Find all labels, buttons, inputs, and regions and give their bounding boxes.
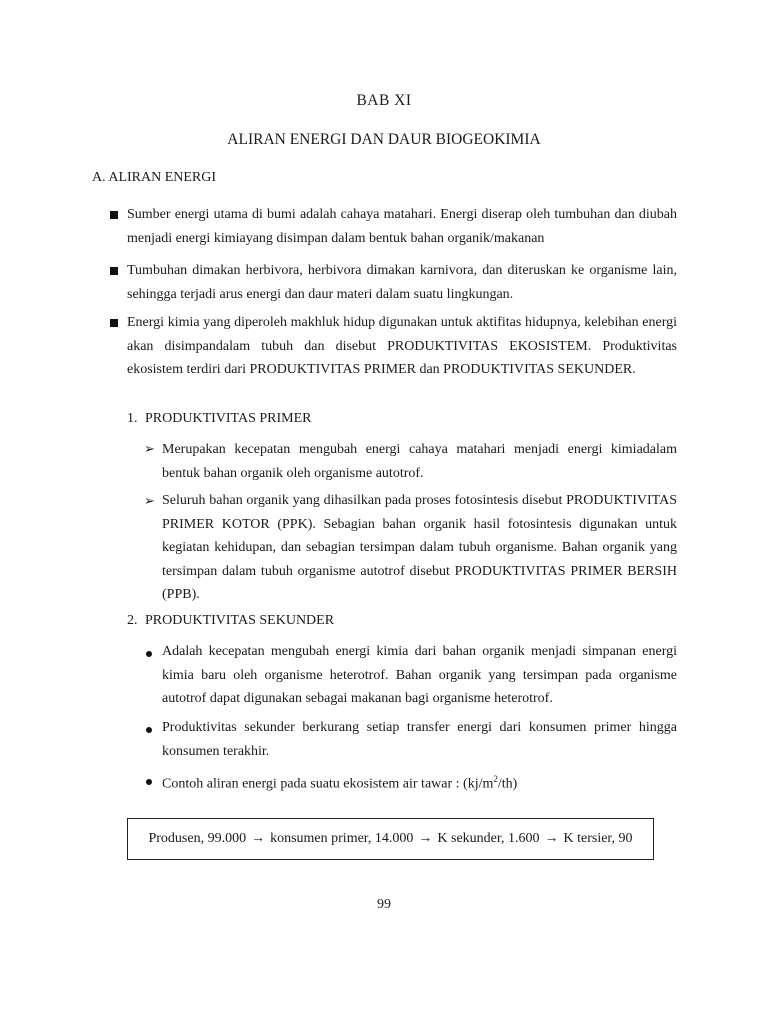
dot-item-example: Contoh aliran energi pada suatu ekosistem air tawar : $(kj/m^2/th)$ <box>162 774 518 792</box>
arrow-item: Seluruh bahan organik yang dihasilkan pada proses fotosintesis disebut PRODUKTIVITAS PRIMER KOTOR (PPK). Sebagian bahan organik hasil fotosintesis digunakan untuk kegiatan kehidupan, dan sebagian tersimpan dalam tubuh organisme. Bahan organik yang tersimpan dalam tubuh organisme autotrof disebut PRODUKTIVITAS PRIMER BERSIH (PPB). <box>162 493 677 602</box>
subsection-heading: PRODUKTIVITAS PRIMER <box>145 411 312 426</box>
arrow-right-icon: → <box>251 831 266 846</box>
chapter-title: ALIRAN ENERGI DAN DAUR BIOGEOKIMIA <box>227 131 541 148</box>
primary-consumer-value: konsumen primer, 14.000 <box>270 831 414 846</box>
secondary-consumer-value: K sekunder, 1.600 <box>437 831 540 846</box>
square-bullet-icon <box>110 211 118 219</box>
dot-bullet-icon <box>146 779 152 785</box>
page-number: 99 <box>377 897 391 912</box>
dot-item: Produktivitas sekunder berkurang setiap transfer energi dari konsumen primer hingga konsumen terakhir. <box>162 720 677 759</box>
square-bullet-icon <box>110 267 118 275</box>
chapter-heading: BAB XI <box>356 92 412 109</box>
subsection-number: 2. <box>127 613 138 628</box>
subsection-heading: PRODUKTIVITAS SEKUNDER <box>145 613 335 628</box>
dot-item: Adalah kecepatan mengubah energi kimia dari bahan organik menjadi simpanan energi kimia baru oleh organisme heterotrof. Bahan organik yang tersimpan pada organisme autotrof dapat digunakan sebagai makanan bagi organisme heterotrof. <box>162 644 677 706</box>
arrow-bullet-icon: ➢ <box>144 493 155 508</box>
dot-bullet-icon <box>146 651 152 657</box>
tertiary-consumer-value: K tersier, 90 <box>563 831 633 846</box>
subsection-number: 1. <box>127 411 138 426</box>
section-heading: A. ALIRAN ENERGI <box>92 170 217 185</box>
bullet-paragraph: Sumber energi utama di bumi adalah cahaya matahari. Energi diserap oleh tumbuhan dan diubah menjadi energi kimiayang disimpan dalam bentuk bahan organik/makanan <box>127 207 677 246</box>
producer-value: Produsen, 99.000 <box>148 831 247 846</box>
bullet-paragraph: Energi kimia yang diperoleh makhluk hidup digunakan untuk aktifitas hidupnya, kelebihan energi akan disimpandalam tubuh dan disebut PRODUKTIVITAS EKOSISTEM. Produktivitas ekosistem terdiri dari PRODUKTIVITAS PRIMER dan PRODUKTIVITAS SEKUNDER. <box>127 315 677 377</box>
square-bullet-icon <box>110 319 118 327</box>
arrow-bullet-icon: ➢ <box>144 441 155 456</box>
dot-bullet-icon <box>146 727 152 733</box>
bullet-paragraph: Tumbuhan dimakan herbivora, herbivora dimakan karnivora, dan diteruskan ke organisme lain, sehingga terjadi arus energi dan daur materi dalam suatu lingkungan. <box>127 263 677 302</box>
energy-flow-box <box>127 818 654 860</box>
arrow-right-icon: → <box>544 831 559 846</box>
arrow-right-icon: → <box>418 831 433 846</box>
arrow-item: Merupakan kecepatan mengubah energi cahaya matahari menjadi energi kimiadalam bentuk bahan organik oleh organisme autotrof. <box>162 442 677 481</box>
